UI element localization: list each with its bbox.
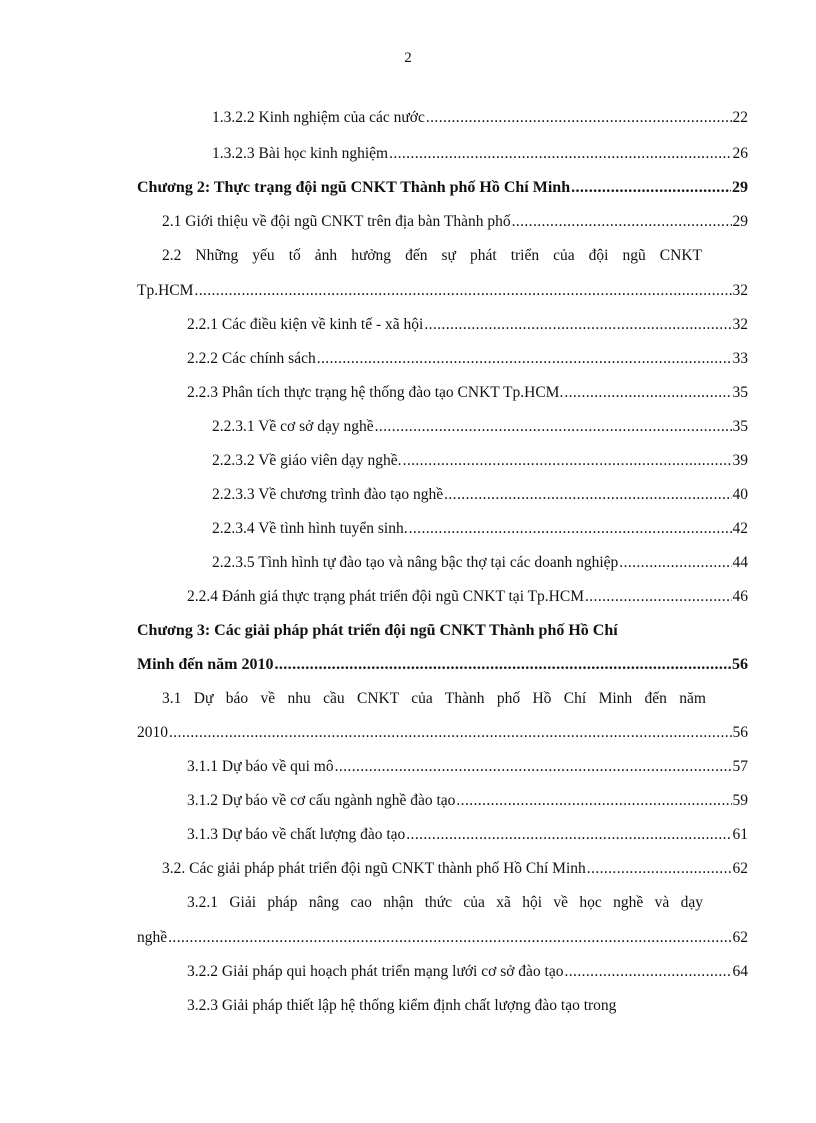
toc-entry — [187, 962, 748, 982]
toc-entry-title: 2.2.3.1 Về cơ sở dạy nghề — [212, 418, 374, 435]
toc-entry-page: 62 — [732, 929, 748, 946]
toc-entry — [187, 757, 748, 777]
toc-entry — [212, 144, 748, 164]
dot-leader — [403, 451, 732, 471]
toc-entry-page: 59 — [732, 792, 748, 809]
toc-entry-title: 1.3.2.3 Bài học kinh nghiệm — [212, 145, 389, 162]
page-number: 2 — [404, 50, 412, 66]
toc-entry-line1: 3.2.3 Giải pháp thiết lập hệ thống kiểm định chất lượng đào tạo trong — [187, 997, 617, 1014]
dot-leader — [424, 315, 731, 335]
toc-entry — [137, 928, 748, 948]
toc-entry-title: 2.1 Giới thiệu về đội ngũ CNKT trên địa bàn Thành phố — [162, 213, 511, 230]
toc-entry-page: 32 — [732, 282, 748, 299]
toc-entry-page: 56 — [732, 724, 748, 741]
dot-leader — [168, 928, 731, 948]
toc-entry — [212, 108, 748, 128]
dot-leader — [571, 178, 731, 198]
toc-entry-page: 26 — [732, 145, 748, 162]
toc-entry-title: 3.1.1 Dự báo về qui mô — [187, 758, 334, 775]
dot-leader — [619, 553, 731, 573]
toc-entry-title: 2.2.3.2 Về giáo viên dạy nghề. — [212, 452, 402, 469]
dot-leader — [587, 859, 732, 879]
toc-entry-title: 3.1.3 Dự báo về chất lượng đào tạo — [187, 826, 406, 843]
toc-entry-line1: 3.1 Dự báo về nhu cầu CNKT của Thành phố Hồ Chí Minh đến năm — [162, 690, 706, 707]
toc-entry-page: 40 — [732, 486, 748, 503]
toc-entry-title: 2010 — [137, 724, 168, 741]
dot-leader — [274, 655, 731, 675]
toc-entry — [212, 417, 748, 437]
toc-entry-title: 3.2. Các giải pháp phát triển đội ngũ CNKT thành phố Hồ Chí Minh — [162, 860, 586, 877]
dot-leader — [389, 144, 731, 164]
toc-entry-line1: 3.2.1 Giải pháp nâng cao nhận thức của xã hội về học nghề và dạy — [187, 894, 703, 911]
toc-entry-page: 61 — [732, 826, 748, 843]
toc-entry — [212, 519, 748, 539]
toc-entry — [212, 451, 748, 471]
dot-leader — [585, 587, 732, 607]
toc-entry — [162, 212, 748, 232]
dot-leader — [444, 485, 731, 505]
toc-entry — [187, 383, 748, 403]
dot-leader — [317, 349, 732, 369]
dot-leader — [169, 723, 732, 743]
toc-entry-title: 2.2.4 Đánh giá thực trạng phát triển đội ngũ CNKT tại Tp.HCM — [187, 588, 584, 605]
toc-entry-page: 42 — [732, 520, 748, 537]
dot-leader — [456, 791, 731, 811]
toc-entry-page: 22 — [732, 109, 748, 126]
toc-entry-page: 33 — [732, 350, 748, 367]
toc-chapter — [137, 178, 748, 198]
toc-entry — [162, 859, 748, 879]
dot-leader — [512, 212, 732, 232]
dot-leader — [406, 825, 731, 845]
toc-entry-page: 57 — [732, 758, 748, 775]
toc-entry-title: 2.2.2 Các chính sách — [187, 350, 316, 367]
toc-entry-page: 44 — [732, 554, 748, 571]
toc-chapter-line1: Chương 3: Các giải pháp phát triển đội ngũ CNKT Thành phố Hồ Chí — [137, 622, 618, 639]
toc-entry — [187, 349, 748, 369]
dot-leader — [194, 281, 731, 301]
toc-chapter — [137, 655, 748, 675]
toc-chapter-title: Minh đến năm 2010 — [137, 656, 274, 673]
toc-entry — [187, 825, 748, 845]
dot-leader — [409, 519, 732, 539]
toc-entry-title: 1.3.2.2 Kinh nghiệm của các nước — [212, 109, 425, 126]
toc-entry — [187, 315, 748, 335]
toc-entry-title: 3.2.2 Giải pháp qui hoạch phát triển mạng lưới cơ sở đào tạo — [187, 963, 564, 980]
toc-entry-page: 39 — [732, 452, 748, 469]
toc-entry-line1: 2.2 Những yếu tố ảnh hưởng đến sự phát triển của đội ngũ CNKT — [162, 247, 702, 264]
dot-leader — [375, 417, 732, 437]
toc-entry-title: Tp.HCM — [137, 282, 194, 299]
toc-chapter-page: 29 — [732, 179, 748, 196]
toc-entry-page: 35 — [732, 384, 748, 401]
toc-entry-title: 2.2.1 Các điều kiện về kinh tế - xã hội — [187, 316, 424, 333]
toc-entry-title: nghề — [137, 929, 168, 946]
toc-entry-page: 32 — [732, 316, 748, 333]
toc-entry — [187, 791, 748, 811]
dot-leader — [564, 383, 731, 403]
dot-leader — [565, 962, 732, 982]
toc-chapter-page: 56 — [732, 656, 748, 673]
toc-entry — [137, 281, 748, 301]
toc-entry-page: 46 — [732, 588, 748, 605]
toc-chapter-title: Chương 2: Thực trạng đội ngũ CNKT Thành phố Hồ Chí Minh — [137, 179, 571, 196]
toc-entry-page: 29 — [732, 213, 748, 230]
dot-leader — [426, 108, 732, 128]
toc-entry — [212, 553, 748, 573]
toc-entry-page: 35 — [732, 418, 748, 435]
toc-entry — [212, 485, 748, 505]
toc-entry-title: 2.2.3 Phân tích thực trạng hệ thống đào tạo CNKT Tp.HCM. — [187, 384, 564, 401]
toc-entry-title: 2.2.3.5 Tình hình tự đào tạo và nâng bậc thợ tại các doanh nghiệp — [212, 554, 619, 571]
toc-entry-title: 2.2.3.4 Về tình hình tuyển sinh. — [212, 520, 408, 537]
dot-leader — [335, 757, 732, 777]
toc-entry — [187, 587, 748, 607]
toc-entry-title: 2.2.3.3 Về chương trình đào tạo nghề — [212, 486, 444, 503]
toc-entry — [137, 723, 748, 743]
toc-entry-title: 3.1.2 Dự báo về cơ cấu ngành nghề đào tạo — [187, 792, 456, 809]
toc-entry-page: 62 — [732, 860, 748, 877]
toc-entry-page: 64 — [732, 963, 748, 980]
